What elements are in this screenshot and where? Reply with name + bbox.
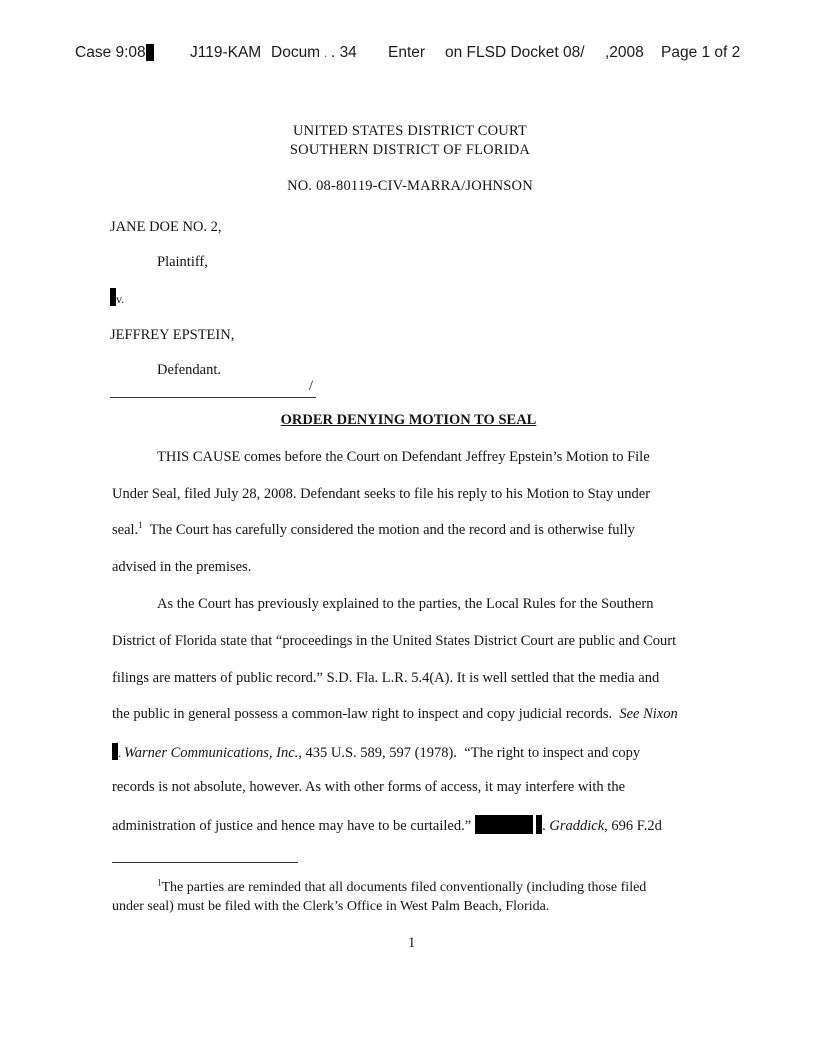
footnote-line (157, 877, 647, 896)
body-line: Under Seal, filed July 28, 2008. Defendant seeks to file his reply to his Motion to Stay under (112, 486, 651, 502)
plaintiff-name: JANE DOE NO. 2, (110, 219, 222, 235)
header-document: Docum . . 34 (271, 44, 357, 61)
body-line: As the Court has previously explained to the parties, the Local Rules for the Southern (157, 596, 654, 612)
body-line: . Warner Communications, Inc., 435 U.S. 589, 597 (1978). “The right to inspect and copy (112, 743, 640, 762)
plaintiff-role: Plaintiff, (157, 254, 208, 270)
header-case-label: Case 9:08 (75, 44, 146, 61)
header-date: ,2008 (605, 44, 644, 61)
versus (110, 288, 124, 308)
header-document-number: . 34 (330, 44, 357, 61)
court-district: SOUTHERN DISTRICT OF FLORIDA (289, 142, 531, 158)
body-line: administration of justice and hence may have to be curtailed.” . Graddick, 696 F.2d (112, 815, 662, 835)
footnote-text: The parties are reminded that all documents filed conventionally (including those filed (161, 880, 647, 895)
versus-label: v. (116, 292, 125, 306)
body-text: , 435 U.S. 589, 597 (1978). “The right to inspect and copy (298, 745, 641, 761)
defendant-role: Defendant. (157, 362, 222, 378)
body-line (112, 706, 678, 723)
court-name: UNITED STATES DISTRICT COURT (292, 123, 528, 139)
body-line: filings are matters of public record.” S.D. Fla. L.R. 5.4(A). It is well settled that the media and (112, 670, 660, 686)
header-docket: on FLSD Docket 08/ (445, 44, 585, 61)
citation: Graddick (549, 818, 605, 834)
body-line: District of Florida state that “proceedings in the United States District Court are public and Court (112, 633, 677, 649)
header-case (75, 44, 151, 62)
order-title: ORDER DENYING MOTION TO SEAL (280, 412, 537, 428)
body-text: The Court has carefully considered the motion and the record and is otherwise fully (142, 522, 635, 538)
body-text: the public in general possess a common-law right to inspect and copy judicial records. (112, 706, 620, 722)
body-text: , 696 F.2d (604, 818, 662, 834)
body-line (112, 522, 635, 539)
case-number: NO. 08-80119-CIV-MARRA/JOHNSON (287, 178, 533, 194)
footnote-marker: 1 (157, 877, 162, 888)
footnote-ref: 1 (138, 520, 143, 531)
defendant-name: JEFFREY EPSTEIN, (110, 327, 235, 343)
page-number: 1 (408, 935, 416, 951)
body-line: records is not absolute, however. As with other forms of access, it may interfere with the (112, 779, 626, 795)
caption-rule (110, 397, 316, 398)
body-line: advised in the premises. (112, 559, 252, 575)
footnote-line: under seal) must be filed with the Clerk’s Office in West Palm Beach, Florida. (112, 899, 550, 914)
body-line: THIS CAUSE comes before the Court on Defendant Jeffrey Epstein’s Motion to File (157, 449, 650, 465)
footnote-rule (112, 862, 298, 863)
body-text: seal. (112, 522, 139, 538)
header-entered: Enter (388, 44, 426, 61)
header-document-label: Docum (271, 44, 321, 61)
citation: See Nixon (619, 706, 678, 722)
redaction-block (475, 815, 533, 834)
redaction-mark (146, 44, 154, 61)
header-case-number: J119-KAM (190, 44, 262, 61)
body-text: administration of justice and hence may have to be curtailed.” (112, 818, 472, 834)
citation: Warner Communications, Inc. (124, 745, 299, 761)
caption-slash: / (309, 378, 314, 394)
header-page: Page 1 of 2 (661, 44, 741, 61)
